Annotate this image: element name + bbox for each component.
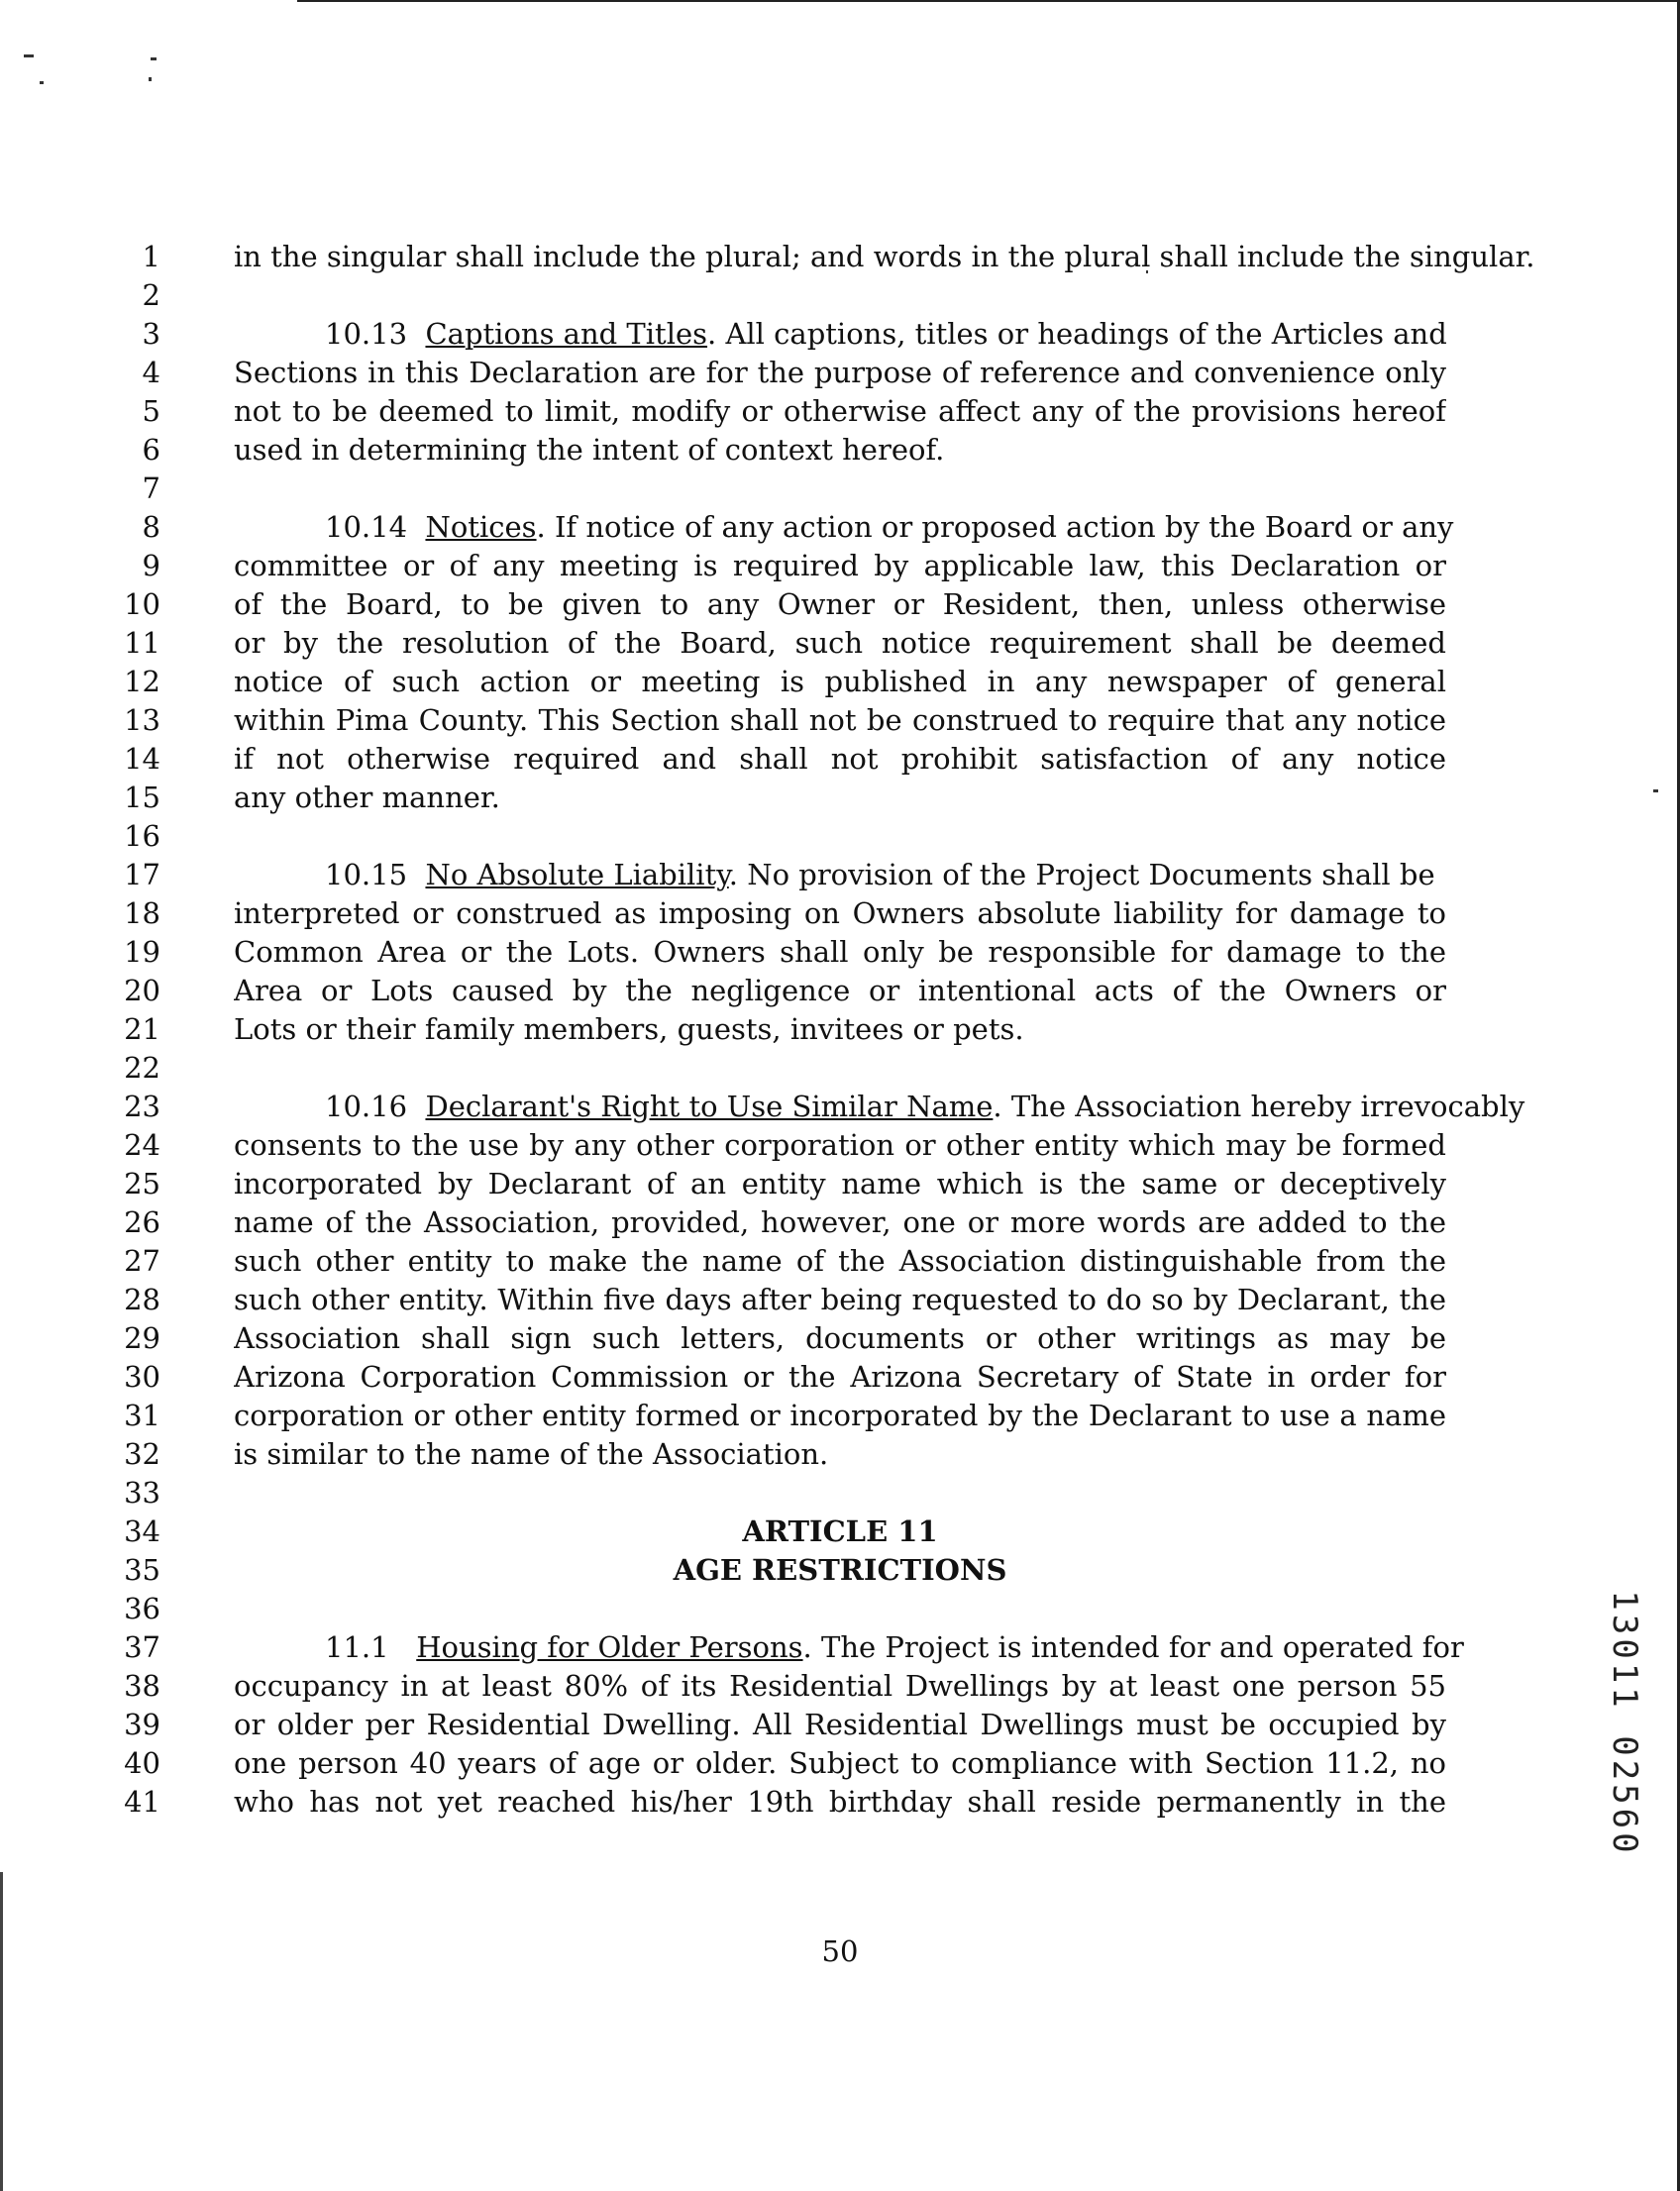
text-line: not to be deemed to limit, modify or otherwise affect any of the provisions hereof xyxy=(234,394,1446,428)
line-number: 37 xyxy=(124,1630,160,1664)
section-10-16-first-line xyxy=(234,1089,1525,1124)
line-number: 24 xyxy=(124,1128,160,1162)
line-number: 12 xyxy=(124,665,160,698)
text-line: name of the Association, provided, however, one or more words are added to the xyxy=(234,1205,1446,1239)
text-line: corporation or other entity formed or incorporated by the Declarant to use a name xyxy=(234,1399,1446,1432)
text-line: Arizona Corporation Commission or the Arizona Secretary of State in order for xyxy=(234,1360,1446,1394)
line-number: 41 xyxy=(124,1785,160,1819)
line-number: 28 xyxy=(124,1283,160,1316)
page-number: 50 xyxy=(821,1934,859,1968)
text-line: interpreted or construed as imposing on Owners absolute liability for damage to xyxy=(234,896,1446,930)
section-title: Notices xyxy=(425,510,537,544)
line-number: 30 xyxy=(124,1360,160,1394)
text-line: in the singular shall include the plural; and words in the plural shall include the singular. xyxy=(234,240,1535,273)
line-number: 5 xyxy=(142,394,160,428)
text-line: notice of such action or meeting is published in any newspaper of general xyxy=(234,665,1446,698)
line-number: 32 xyxy=(124,1437,160,1471)
line-number: 33 xyxy=(124,1476,160,1510)
line-number: 1 xyxy=(142,240,160,273)
line-number: 29 xyxy=(124,1321,160,1355)
text-line: within Pima County. This Section shall not be construed to require that any notice xyxy=(234,703,1446,737)
line-number: 15 xyxy=(124,781,160,814)
article-title: AGE RESTRICTIONS xyxy=(673,1553,1007,1587)
text-line: who has not yet reached his/her 19th birthday shall reside permanently in the xyxy=(234,1785,1446,1819)
line-number: 20 xyxy=(124,974,160,1007)
section-number: 10.16 xyxy=(325,1090,408,1123)
line-number: 38 xyxy=(124,1669,160,1703)
line-number: 27 xyxy=(124,1244,160,1278)
section-text: . The Project is intended for and operated for xyxy=(802,1630,1464,1664)
recording-stamp-text: 13011 02560 xyxy=(1605,1590,1644,1857)
line-number: 16 xyxy=(124,819,160,853)
scan-speck xyxy=(149,77,152,81)
scan-speck xyxy=(24,54,34,57)
section-title: Housing for Older Persons xyxy=(416,1630,803,1664)
scan-border-left xyxy=(0,1872,3,2191)
text-line: used in determining the intent of context hereof. xyxy=(234,433,945,467)
text-line: Lots or their family members, guests, invitees or pets. xyxy=(234,1012,1024,1046)
text-line: occupancy in at least 80% of its Residential Dwellings by at least one person 55 xyxy=(234,1669,1446,1703)
text-line: or older per Residential Dwelling. All Residential Dwellings must be occupied by xyxy=(234,1708,1446,1741)
scan-speck xyxy=(151,57,157,60)
section-title: Captions and Titles xyxy=(425,317,708,351)
line-number: 34 xyxy=(124,1514,160,1548)
text-line: such other entity. Within five days after being requested to do so by Declarant, the xyxy=(234,1283,1446,1316)
section-text: . The Association hereby irrevocably xyxy=(993,1090,1525,1123)
line-number: 40 xyxy=(124,1746,160,1780)
text-line: is similar to the name of the Association. xyxy=(234,1437,829,1471)
line-number: 22 xyxy=(124,1051,160,1085)
section-number: 10.13 xyxy=(325,317,408,351)
line-number: 10 xyxy=(124,587,160,621)
text-line: incorporated by Declarant of an entity name which is the same or deceptively xyxy=(234,1167,1446,1200)
line-number: 17 xyxy=(124,858,160,891)
line-number: 26 xyxy=(124,1205,160,1239)
line-number: 36 xyxy=(124,1592,160,1625)
text-line: Area or Lots caused by the negligence or intentional acts of the Owners or xyxy=(234,974,1446,1007)
line-number: 14 xyxy=(124,742,160,776)
recording-stamp xyxy=(1595,1590,1654,1857)
line-number: 6 xyxy=(142,433,160,467)
article-heading: ARTICLE 11 xyxy=(742,1514,938,1548)
line-number: 25 xyxy=(124,1167,160,1200)
line-number: 35 xyxy=(124,1553,160,1587)
section-title: No Absolute Liability xyxy=(425,858,729,891)
text-line: if not otherwise required and shall not prohibit satisfaction of any notice xyxy=(234,742,1446,776)
line-number: 18 xyxy=(124,896,160,930)
scan-border-top xyxy=(297,0,1680,2)
section-10-15-first-line xyxy=(234,857,1446,892)
text-line: any other manner. xyxy=(234,781,500,814)
text-line: Sections in this Declaration are for the purpose of reference and convenience only xyxy=(234,356,1446,389)
text-line: or by the resolution of the Board, such notice requirement shall be deemed xyxy=(234,626,1446,660)
text-line: one person 40 years of age or older. Subject to compliance with Section 11.2, no xyxy=(234,1746,1446,1780)
line-number: 9 xyxy=(142,549,160,582)
scan-speck xyxy=(1653,789,1658,792)
line-number: 11 xyxy=(124,626,160,660)
text-line: of the Board, to be given to any Owner or Resident, then, unless otherwise xyxy=(234,587,1446,621)
section-number: 10.14 xyxy=(325,510,408,544)
section-number: 10.15 xyxy=(325,858,408,891)
line-number: 21 xyxy=(124,1012,160,1046)
line-number: 8 xyxy=(142,510,160,544)
section-text: . All captions, titles or headings of the Articles and xyxy=(707,317,1447,351)
section-title: Declarant's Right to Use Similar Name xyxy=(425,1090,994,1123)
section-11-1-first-line xyxy=(234,1629,1464,1665)
section-10-14-first-line xyxy=(234,509,1454,545)
line-number: 13 xyxy=(124,703,160,737)
text-line: such other entity to make the name of the Association distinguishable from the xyxy=(234,1244,1446,1278)
text-line: Common Area or the Lots. Owners shall only be responsible for damage to the xyxy=(234,935,1446,969)
section-10-13-first-line xyxy=(234,316,1446,352)
line-number: 31 xyxy=(124,1399,160,1432)
line-number: 19 xyxy=(124,935,160,969)
section-number: 11.1 xyxy=(325,1630,389,1664)
section-text: . No provision of the Project Documents shall be xyxy=(728,858,1435,891)
scan-speck xyxy=(40,81,44,84)
text-line: consents to the use by any other corporation or other entity which may be formed xyxy=(234,1128,1446,1162)
section-text: . If notice of any action or proposed action by the Board or any xyxy=(536,510,1454,544)
line-number: 39 xyxy=(124,1708,160,1741)
line-number: 7 xyxy=(142,471,160,505)
line-number: 3 xyxy=(142,317,160,351)
line-number: 4 xyxy=(142,356,160,389)
line-number: 2 xyxy=(142,278,160,312)
text-line: Association shall sign such letters, documents or other writings as may be xyxy=(234,1321,1446,1355)
line-number: 23 xyxy=(124,1090,160,1123)
text-line: committee or of any meeting is required by applicable law, this Declaration or xyxy=(234,549,1446,582)
